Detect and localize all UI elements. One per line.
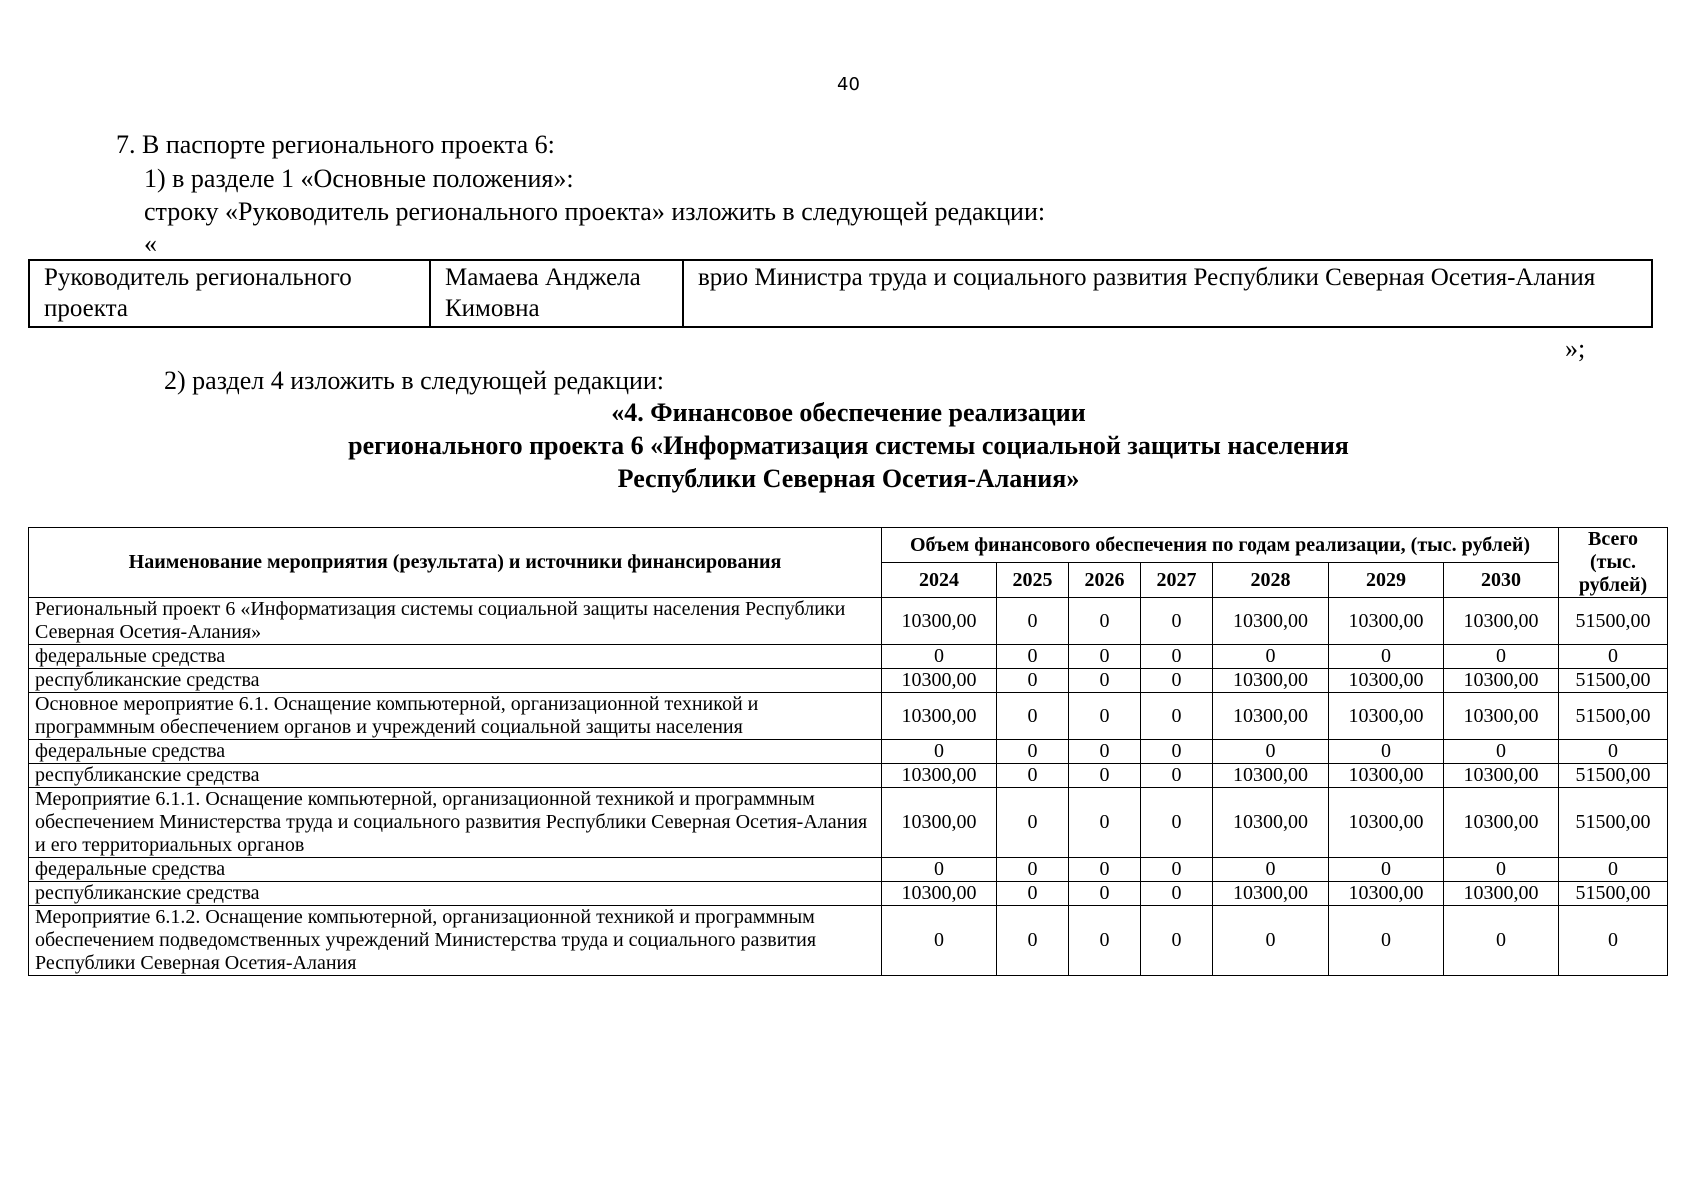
row-total-cell: 51500,00 [1559,669,1668,693]
row-value-cell: 0 [1444,645,1559,669]
row-value-cell: 10300,00 [1444,788,1559,858]
row-value-cell: 10300,00 [882,882,997,906]
row-value-cell: 0 [1141,740,1213,764]
open-quote: « [144,229,157,258]
row-value-cell: 10300,00 [1213,764,1329,788]
row-value-cell: 10300,00 [1444,669,1559,693]
row-name-cell: федеральные средства [29,740,882,764]
row-value-cell: 0 [1213,906,1329,976]
row-total-cell: 0 [1559,645,1668,669]
close-quote: »; [1565,334,1586,363]
financing-table-body [29,598,1668,976]
header-year-cell: 2029 [1329,563,1444,598]
row-value-cell: 10300,00 [882,669,997,693]
row-value-cell: 0 [1141,598,1213,645]
row-value-cell: 0 [1069,645,1141,669]
section-heading-number: «4 [611,398,638,427]
row-value-cell: 0 [1141,882,1213,906]
page-number: 40 [837,74,860,95]
row-value-cell: 0 [1444,740,1559,764]
row-value-cell: 0 [1141,788,1213,858]
row-value-cell: 0 [997,906,1069,976]
row-value-cell: 0 [882,740,997,764]
row-value-cell: 10300,00 [1444,764,1559,788]
row-value-cell: 0 [1444,906,1559,976]
subitem-1-text: 1) в разделе 1 «Основные положения»: [144,164,574,193]
table-row [29,788,1668,858]
row-value-cell: 0 [1213,645,1329,669]
row-name-cell: федеральные средства [29,858,882,882]
row-value-cell: 0 [1213,740,1329,764]
row-value-cell: 0 [1329,906,1444,976]
row-total-cell: 51500,00 [1559,788,1668,858]
section2-instruction: 2) раздел 4 изложить в следующей редакции: [164,366,665,395]
row-value-cell: 0 [1141,906,1213,976]
header-total-cell: Всего (тыс. рублей) [1559,528,1668,598]
row-value-cell: 0 [1069,669,1141,693]
leader-label-cell: Руководитель регионального проекта [29,260,430,327]
leader-person-cell: Мамаева Анджела Кимовна [430,260,683,327]
section-heading-line1 [0,397,1697,429]
leader-row [29,260,1652,327]
row-value-cell: 0 [1069,740,1141,764]
row-value-cell: 0 [1141,764,1213,788]
row-value-cell: 0 [882,645,997,669]
row-value-cell: 0 [1069,788,1141,858]
row-total-cell: 51500,00 [1559,764,1668,788]
row-name-cell: республиканские средства [29,764,882,788]
table-row [29,693,1668,740]
leader-table [28,259,1653,328]
row-value-cell: 10300,00 [882,764,997,788]
row-total-cell: 51500,00 [1559,693,1668,740]
row-value-cell: 0 [1141,693,1213,740]
row-value-cell: 0 [1329,858,1444,882]
row-value-cell: 0 [1069,764,1141,788]
header-year-cell: 2024 [882,563,997,598]
row-value-cell: 0 [997,645,1069,669]
row-name-cell: федеральные средства [29,645,882,669]
row-value-cell: 10300,00 [1329,598,1444,645]
row-name-cell: республиканские средства [29,882,882,906]
row-value-cell: 10300,00 [1213,882,1329,906]
row-value-cell: 10300,00 [1213,669,1329,693]
financing-table [28,527,1668,976]
row-value-cell: 0 [1329,645,1444,669]
row-value-cell: 10300,00 [882,693,997,740]
table-row [29,882,1668,906]
row-value-cell: 0 [1141,858,1213,882]
header-year-cell: 2025 [997,563,1069,598]
row-value-cell: 10300,00 [882,788,997,858]
table-row [29,669,1668,693]
section-heading-title: . Финансовое обеспечение реализации [637,398,1086,427]
row-value-cell: 0 [997,693,1069,740]
table-row [29,598,1668,645]
row-value-cell: 0 [1444,858,1559,882]
row-value-cell: 10300,00 [1329,669,1444,693]
row-value-cell: 0 [1329,740,1444,764]
row-total-cell: 0 [1559,740,1668,764]
row-value-cell: 0 [1141,645,1213,669]
row-total-cell: 0 [1559,858,1668,882]
header-row-1 [29,528,1668,563]
row-value-cell: 10300,00 [1213,788,1329,858]
instruction-text: строку «Руководитель регионального проекта» изложить в следующей редакции: [144,197,1046,226]
row-value-cell: 0 [1069,598,1141,645]
row-value-cell: 10300,00 [1444,882,1559,906]
header-year-cell: 2028 [1213,563,1329,598]
row-value-cell: 10300,00 [1329,764,1444,788]
header-volume-cell: Объем финансового обеспечения по годам реализации, (тыс. рублей) [882,528,1559,563]
row-name-cell: Основное мероприятие 6.1. Оснащение компьютерной, организационной техникой и программным обеспечением органов и учреждений социальной защиты населения [29,693,882,740]
table-row [29,645,1668,669]
leader-position-cell: врио Министра труда и социального развития Республики Северная Осетия-Алания [683,260,1652,327]
row-value-cell: 0 [1069,858,1141,882]
row-value-cell: 0 [997,858,1069,882]
row-value-cell: 0 [997,882,1069,906]
section-heading-line2: регионального проекта 6 «Информатизация системы социальной защиты населения [348,431,1349,460]
row-value-cell: 10300,00 [1213,598,1329,645]
row-value-cell: 10300,00 [1329,693,1444,740]
row-name-cell: Мероприятие 6.1.1. Оснащение компьютерной, организационной техникой и программным обеспечением Министерства труда и социального развития Республики Северная Осетия-Алания и его территориальных органов [29,788,882,858]
row-value-cell: 0 [882,858,997,882]
row-value-cell: 10300,00 [1444,693,1559,740]
row-value-cell: 0 [997,764,1069,788]
row-value-cell: 0 [882,906,997,976]
table-row [29,858,1668,882]
row-name-cell: Мероприятие 6.1.2. Оснащение компьютерной, организационной техникой и программным обеспечением подведомственных учреждений Министерства труда и социального развития Республики Северная Осетия-Алания [29,906,882,976]
row-name-cell: республиканские средства [29,669,882,693]
row-value-cell: 0 [1069,693,1141,740]
row-value-cell: 10300,00 [1213,693,1329,740]
row-value-cell: 0 [997,788,1069,858]
row-value-cell: 10300,00 [1329,882,1444,906]
row-value-cell: 0 [997,740,1069,764]
row-value-cell: 0 [1213,858,1329,882]
table-row [29,906,1668,976]
row-total-cell: 0 [1559,906,1668,976]
row-value-cell: 0 [1069,882,1141,906]
row-value-cell: 10300,00 [882,598,997,645]
row-name-cell: Региональный проект 6 «Информатизация системы социальной защиты населения Республики Северная Осетия-Алания» [29,598,882,645]
table-row [29,740,1668,764]
item-7-text: 7. В паспорте регионального проекта 6: [116,130,555,159]
section-heading-line3: Республики Северная Осетия-Алания» [617,464,1080,493]
header-year-cell: 2026 [1069,563,1141,598]
row-value-cell: 0 [997,669,1069,693]
header-year-cell: 2027 [1141,563,1213,598]
row-total-cell: 51500,00 [1559,882,1668,906]
header-name-cell: Наименование мероприятия (результата) и источники финансирования [29,528,882,598]
row-value-cell: 0 [997,598,1069,645]
row-value-cell: 10300,00 [1329,788,1444,858]
table-row [29,764,1668,788]
row-value-cell: 0 [1069,906,1141,976]
row-total-cell: 51500,00 [1559,598,1668,645]
row-value-cell: 10300,00 [1444,598,1559,645]
row-value-cell: 0 [1141,669,1213,693]
header-year-cell: 2030 [1444,563,1559,598]
